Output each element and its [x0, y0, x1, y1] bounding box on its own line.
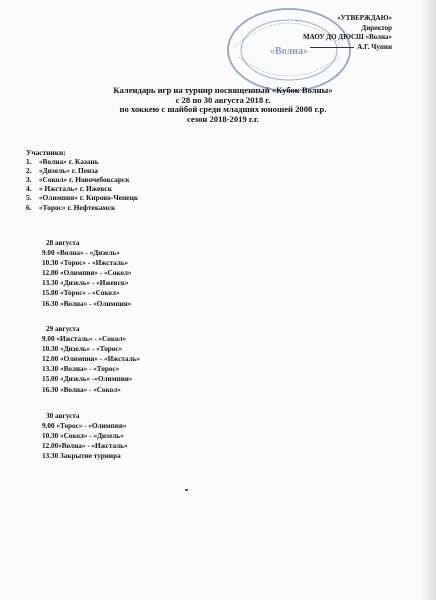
title-line-1: Календарь игр на турнир посвященный «Кубок Волны» — [113, 85, 333, 95]
participants-list — [26, 148, 138, 212]
game-line: 9.00 «Торос» - «Олимпия» — [42, 422, 127, 431]
title-line-4: сезон 2018-2019 г.г. — [186, 113, 260, 124]
game-line: 10.30 «Сокол» - «Дизель» — [42, 432, 124, 441]
game-line: 16.30 «Волна» - «Олимпия» — [42, 299, 132, 308]
game-line: 13.30 «Дизель» - «Ижевск» — [42, 279, 129, 288]
game-line: 15.00 «Дизель» -«Олимпия» — [42, 375, 133, 384]
participant-number: 6. — [26, 202, 32, 212]
participant-team: «Дизель» г. Пенза — [37, 166, 98, 176]
participant-number: 5. — [26, 193, 32, 203]
game-line: 12.00«Волна» - «Ижсталь» — [42, 442, 128, 451]
approval-position: Директор — [361, 23, 392, 32]
approval-organization: МАОУ ДО ДЮСШ «Волна» — [303, 33, 392, 41]
signature-line — [310, 47, 354, 48]
participant-item — [26, 203, 138, 212]
participant-number: 1. — [26, 157, 32, 167]
scan-shadow — [420, 0, 436, 600]
stamp-center-name: «Волна» — [270, 46, 308, 57]
game-line: 9.00 «Ижсталь» - «Сокол» — [42, 335, 127, 344]
document-title — [30, 86, 416, 124]
title-line-2: с 28 по 30 августа 2018 г. — [175, 94, 271, 105]
approval-block — [303, 14, 392, 52]
game-line: 15.00 «Торос» - «Сокол» — [42, 289, 120, 298]
game-line: 10.30 «Дизель» - «Торос» — [42, 345, 123, 354]
approval-approve: «УТВЕРЖДАЮ» — [337, 14, 392, 22]
participant-team: «Олимпия» г. Кирово-Чепецк — [37, 193, 139, 203]
participant-team: «Торос» г. Нефтекамск — [37, 202, 116, 212]
schedule-day-28 — [42, 238, 132, 309]
day-date: 29 августа — [46, 325, 80, 333]
participant-item — [26, 157, 138, 166]
game-line: 12.00 «Олимпия» - «Ижсталь» — [42, 355, 141, 364]
game-line: 10.30 «Торос» - «Ижсталь» — [42, 259, 129, 268]
game-line: 13.30 Закрытие турнира — [42, 452, 121, 461]
game-line: 9.00 «Волна» - «Дизель» — [42, 249, 120, 258]
day-date: 28 августа — [46, 239, 80, 247]
participant-item — [26, 193, 138, 202]
participant-item — [26, 166, 138, 175]
game-line: 12.00 «Олимпия» - «Сокол» — [42, 269, 132, 278]
game-line: 13.30 «Волна» - «Торос» — [42, 365, 120, 374]
approval-signature — [303, 43, 392, 53]
day-date: 30 августа — [46, 412, 80, 420]
participant-item — [26, 184, 138, 193]
schedule-day-29 — [42, 324, 140, 395]
participant-number: 2. — [26, 166, 32, 176]
participant-number: 4. — [26, 184, 32, 194]
game-line: 16.30 «Волна» - «Сокол» — [42, 385, 121, 394]
participant-team: «Волна» г. Казань — [37, 157, 99, 167]
approval-signatory: А.Г. Чупин — [357, 42, 392, 51]
schedule-day-30 — [42, 411, 128, 461]
pen-mark — [185, 489, 188, 491]
participant-team: «Сокол» г. Новочебоксарск — [37, 175, 130, 185]
title-line-3: по хоккею с шайбой среди младших юношей 2008 г.р. — [119, 104, 327, 115]
participant-team: « Ижсталь» г. Ижевск — [37, 184, 112, 194]
participant-number: 3. — [26, 175, 32, 185]
participants-heading: Участники: — [26, 148, 66, 157]
participant-item — [26, 175, 138, 184]
